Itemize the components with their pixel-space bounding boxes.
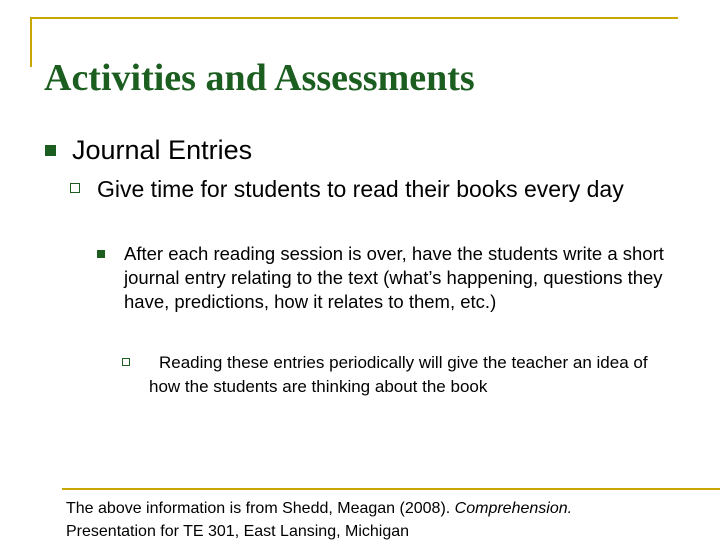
title-top-rule — [30, 17, 678, 19]
bullet-square-hollow-icon — [70, 183, 80, 193]
footer-rule — [62, 488, 720, 490]
footer-source-text: The above information is from Shedd, Meagan (2008). — [66, 500, 455, 517]
footer-line-2: Presentation for TE 301, East Lansing, Michigan — [66, 523, 410, 540]
bullet-level-2: Give time for students to read their books every day — [97, 176, 624, 202]
bullet-level-4: Reading these entries periodically will give the teacher an idea of how the students are thinking about the book — [149, 353, 648, 396]
title-left-rule — [30, 17, 32, 67]
bullet-square-filled-icon — [45, 145, 56, 156]
bullet-level-3: After each reading session is over, have the students write a short journal entry relating to the text (what’s happening, questions they have, predictions, how it relates to them, etc.) — [124, 243, 664, 312]
bullet-square-filled-icon — [97, 250, 105, 258]
footer-line-1 — [66, 497, 706, 520]
bullet-square-hollow-icon — [122, 358, 130, 366]
footer-citation — [66, 497, 706, 543]
footer-title-italic: Comprehension. — [454, 500, 573, 517]
slide-title: Activities and Assessments — [44, 57, 475, 100]
bullet-level-1: Journal Entries — [72, 135, 253, 165]
